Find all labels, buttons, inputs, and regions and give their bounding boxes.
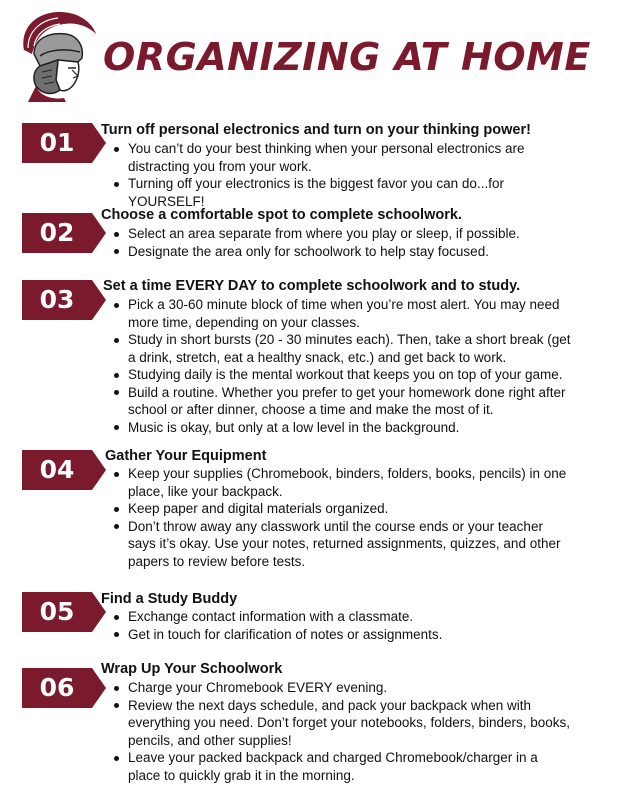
section-heading: Set a time EVERY DAY to complete schoolwork and to study.	[103, 278, 521, 294]
section-number-badge: 06	[22, 668, 106, 708]
bullet-list	[111, 465, 571, 570]
section-number-badge: 05	[22, 592, 106, 632]
page-title: ORGANIZING AT HOME	[103, 35, 591, 79]
list-item: Review the next days schedule, and pack your backpack when with everything you need. Don’t forget your notebooks, folders, binders, books, pencils, and other supplies!	[111, 697, 571, 750]
list-item: Keep your supplies (Chromebook, binders, folders, books, pencils) in one place, like your backpack.	[111, 465, 571, 500]
list-item: Leave your packed backpack and charged Chromebook/charger in a place to quickly grab it in the morning.	[111, 749, 571, 784]
section-heading: Find a Study Buddy	[101, 591, 238, 607]
bullet-list	[111, 679, 571, 784]
list-item: Exchange contact information with a classmate.	[111, 608, 571, 626]
list-item: Turning off your electronics is the biggest favor you can do...for YOURSELF!	[111, 175, 571, 210]
section-number-badge: 01	[22, 123, 106, 163]
section-heading: Choose a comfortable spot to complete schoolwork.	[101, 207, 462, 223]
bullet-list	[111, 296, 571, 436]
list-item: Build a routine. Whether you prefer to get your homework done right after school or after dinner, choose a time and make the most of it.	[111, 384, 571, 419]
section-heading: Gather Your Equipment	[105, 448, 267, 464]
list-item: Study in short bursts (20 - 30 minutes each). Then, take a short break (get a drink, stretch, eat a healthy snack, etc.) and get back to work.	[111, 331, 571, 366]
section-heading: Turn off personal electronics and turn on your thinking power!	[101, 122, 531, 138]
list-item: Designate the area only for schoolwork to help stay focused.	[111, 243, 571, 261]
list-item: Don’t throw away any classwork until the course ends or your teacher says it’s okay. Use your notes, returned assignments, quizzes, and other papers to review before tests.	[111, 518, 571, 571]
list-item: Get in touch for clarification of notes or assignments.	[111, 626, 571, 644]
list-item: Charge your Chromebook EVERY evening.	[111, 679, 571, 697]
bullet-list	[111, 608, 571, 643]
list-item: Select an area separate from where you play or sleep, if possible.	[111, 225, 571, 243]
list-item: Music is okay, but only at a low level in the background.	[111, 419, 571, 437]
bullet-list	[111, 225, 571, 260]
section-number-badge: 02	[22, 213, 106, 253]
bullet-list	[111, 140, 571, 210]
section-number-badge: 03	[22, 280, 106, 320]
list-item: Studying daily is the mental workout that keeps you on top of your game.	[111, 366, 571, 384]
section-heading: Wrap Up Your Schoolwork	[101, 661, 283, 677]
trojan-helmet-icon	[18, 10, 98, 102]
list-item: You can’t do your best thinking when your personal electronics are distracting you from your work.	[111, 140, 571, 175]
list-item: Keep paper and digital materials organized.	[111, 500, 571, 518]
section-number-badge: 04	[22, 450, 106, 490]
list-item: Pick a 30-60 minute block of time when you’re most alert. You may need more time, depending on your classes.	[111, 296, 571, 331]
